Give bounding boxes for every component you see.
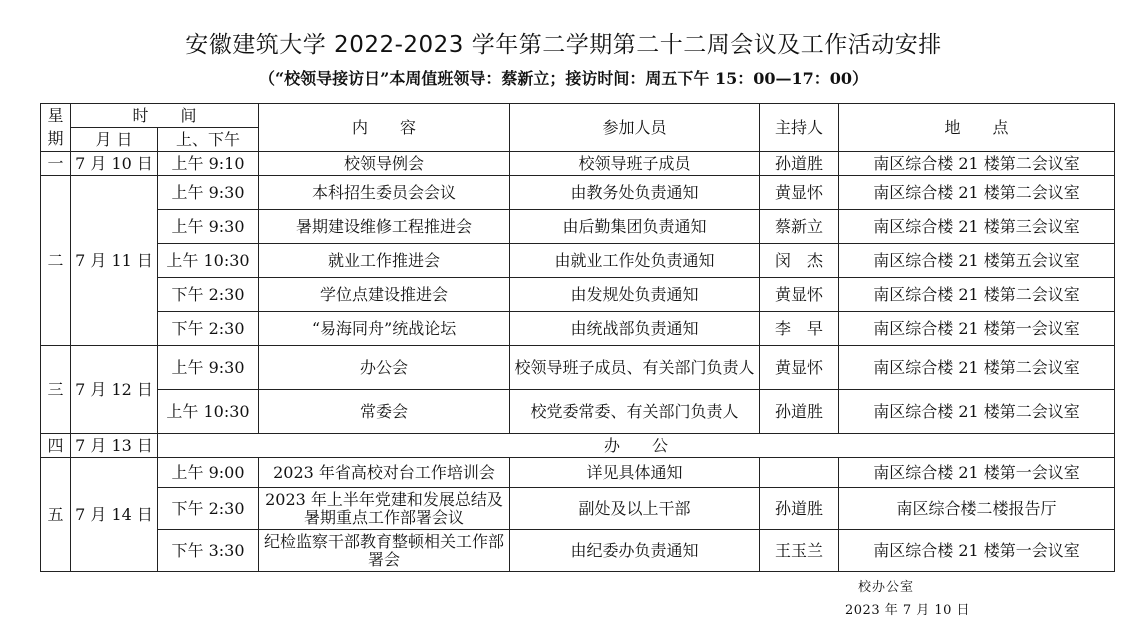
weekday-cell: 五 (41, 458, 71, 572)
schedule-body (41, 104, 1115, 572)
time-cell: 上午 9:30 (158, 210, 259, 244)
ampm-header: 上、下午 (158, 128, 259, 152)
time-cell: 下午 2:30 (158, 312, 259, 346)
location-cell: 南区综合楼 21 楼第二会议室 (839, 152, 1115, 176)
host-cell: 王玉兰 (760, 530, 839, 572)
schedule-row (41, 458, 1115, 488)
time-cell: 下午 2:30 (158, 488, 259, 530)
time-cell: 上午 9:30 (158, 346, 259, 390)
location-cell: 南区综合楼 21 楼第二会议室 (839, 390, 1115, 434)
participants-cell: 由就业工作处负责通知 (510, 244, 760, 278)
host-cell (760, 458, 839, 488)
content-cell: 就业工作推进会 (259, 244, 510, 278)
location-cell: 南区综合楼 21 楼第一会议室 (839, 458, 1115, 488)
host-header: 主持人 (760, 104, 839, 152)
host-cell: 孙道胜 (760, 152, 839, 176)
participants-cell: 由统战部负责通知 (510, 312, 760, 346)
schedule-row (41, 244, 1115, 278)
location-cell: 南区综合楼 21 楼第一会议室 (839, 530, 1115, 572)
participants-cell: 由教务处负责通知 (510, 176, 760, 210)
content-cell: 暑期建设维修工程推进会 (259, 210, 510, 244)
location-cell: 南区综合楼 21 楼第三会议室 (839, 210, 1115, 244)
schedule-row (41, 434, 1115, 458)
issue-date: 2023 年 7 月 10 日 (845, 603, 971, 618)
host-cell: 孙道胜 (760, 390, 839, 434)
page-title: 安徽建筑大学 2022-2023 学年第二学期第二十二周会议及工作活动安排 (185, 32, 942, 58)
host-cell: 闵 杰 (760, 244, 839, 278)
date-cell: 7 月 10 日 (71, 152, 158, 176)
time-header: 时 间 (71, 104, 259, 128)
header-row (41, 104, 1115, 128)
host-cell: 黄显怀 (760, 278, 839, 312)
weekday-header-bottom: 期 (41, 128, 71, 152)
schedule-table (40, 103, 1115, 572)
time-cell: 上午 9:10 (158, 152, 259, 176)
content-cell: 2023 年省高校对台工作培训会 (259, 458, 510, 488)
date-cell: 7 月 13 日 (71, 434, 158, 458)
location-header: 地 点 (839, 104, 1115, 152)
time-cell: 下午 3:30 (158, 530, 259, 572)
weekday-cell: 三 (41, 346, 71, 434)
time-cell: 上午 10:30 (158, 244, 259, 278)
participants-cell: 校领导班子成员 (510, 152, 760, 176)
participants-cell: 由后勤集团负责通知 (510, 210, 760, 244)
schedule-row (41, 210, 1115, 244)
weekday-cell: 四 (41, 434, 71, 458)
weekday-header-top: 星 (41, 104, 71, 128)
time-cell: 下午 2:30 (158, 278, 259, 312)
location-cell: 南区综合楼 21 楼第一会议室 (839, 312, 1115, 346)
content-cell: 学位点建设推进会 (259, 278, 510, 312)
content-cell: 本科招生委员会会议 (259, 176, 510, 210)
host-cell: 黄显怀 (760, 176, 839, 210)
content-cell: 常委会 (259, 390, 510, 434)
content-cell: 2023 年上半年党建和发展总结及暑期重点工作部署会议 (259, 488, 510, 530)
schedule-row (41, 488, 1115, 530)
location-cell: 南区综合楼 21 楼第五会议室 (839, 244, 1115, 278)
page-subtitle: （“校领导接访日”本周值班领导：蔡新立；接访时间：周五下午 15：00—17：00） (258, 69, 869, 88)
schedule-row (41, 278, 1115, 312)
location-cell: 南区综合楼二楼报告厅 (839, 488, 1115, 530)
issuer-office: 校办公室 (858, 580, 915, 595)
schedule-row (41, 312, 1115, 346)
office-cell: 办 公 (158, 434, 1115, 458)
content-cell: “易海同舟”统战论坛 (259, 312, 510, 346)
location-cell: 南区综合楼 21 楼第二会议室 (839, 346, 1115, 390)
weekday-cell: 二 (41, 176, 71, 346)
schedule-row (41, 390, 1115, 434)
schedule-row (41, 176, 1115, 210)
participants-cell: 校领导班子成员、有关部门负责人 (510, 346, 760, 390)
location-cell: 南区综合楼 21 楼第二会议室 (839, 278, 1115, 312)
schedule-row (41, 152, 1115, 176)
date-header: 月 日 (71, 128, 158, 152)
schedule-row (41, 346, 1115, 390)
time-cell: 上午 9:00 (158, 458, 259, 488)
content-cell: 办公会 (259, 346, 510, 390)
schedule-row (41, 530, 1115, 572)
time-cell: 上午 9:30 (158, 176, 259, 210)
host-cell: 蔡新立 (760, 210, 839, 244)
participants-cell: 校党委常委、有关部门负责人 (510, 390, 760, 434)
participants-cell: 由发规处负责通知 (510, 278, 760, 312)
date-cell: 7 月 14 日 (71, 458, 158, 572)
weekday-cell: 一 (41, 152, 71, 176)
content-cell: 校领导例会 (259, 152, 510, 176)
time-cell: 上午 10:30 (158, 390, 259, 434)
participants-cell: 由纪委办负责通知 (510, 530, 760, 572)
date-cell: 7 月 12 日 (71, 346, 158, 434)
date-cell: 7 月 11 日 (71, 176, 158, 346)
host-cell: 孙道胜 (760, 488, 839, 530)
host-cell: 黄显怀 (760, 346, 839, 390)
participants-cell: 副处及以上干部 (510, 488, 760, 530)
participants-header: 参加人员 (510, 104, 760, 152)
content-cell: 纪检监察干部教育整顿相关工作部署会 (259, 530, 510, 572)
participants-cell: 详见具体通知 (510, 458, 760, 488)
content-header: 内 容 (259, 104, 510, 152)
location-cell: 南区综合楼 21 楼第二会议室 (839, 176, 1115, 210)
host-cell: 李 早 (760, 312, 839, 346)
